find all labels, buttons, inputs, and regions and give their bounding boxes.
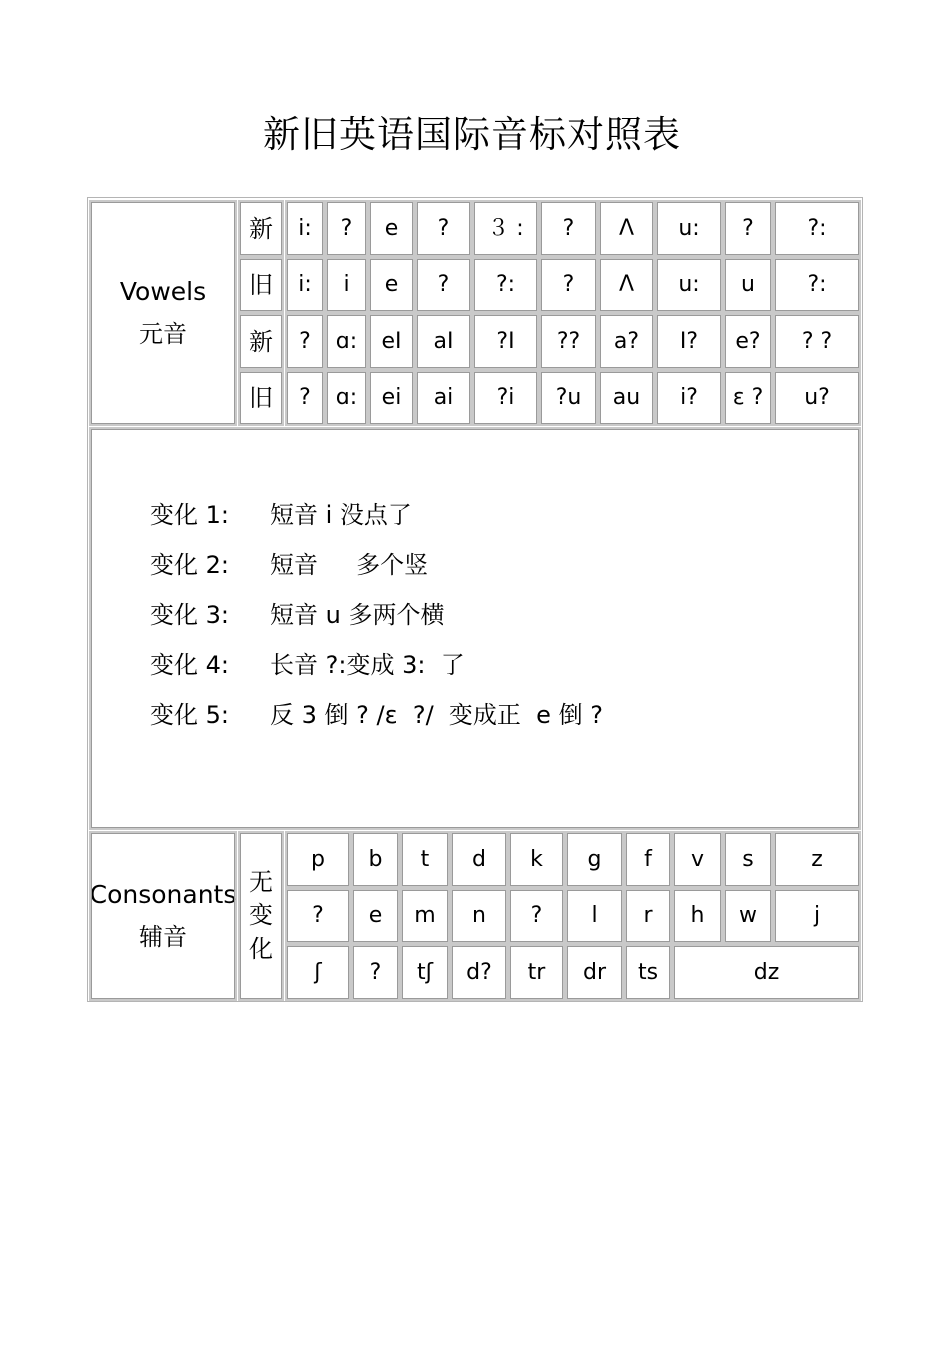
change-label: 变化 3: — [150, 601, 229, 629]
vowel-cell: ? — [325, 200, 368, 257]
vowels-label — [89, 200, 237, 426]
consonant-cell: r — [624, 888, 672, 944]
consonants-label-zh: 辅音 — [139, 922, 187, 951]
consonant-cell: ts — [624, 944, 672, 1001]
vowel-cell: ? — [723, 200, 773, 257]
vowel-cell: ɑ: — [325, 313, 368, 370]
vowel-cell: Λ — [598, 200, 655, 257]
consonant-cell: j — [773, 888, 861, 944]
consonant-cell: p — [285, 831, 351, 888]
vowel-cell: eI — [368, 313, 415, 370]
consonants-label-en: Consonants — [89, 880, 237, 910]
vowel-cell: ?: — [773, 257, 861, 313]
vowel-cell: Λ — [598, 257, 655, 313]
consonants-label — [89, 831, 237, 1001]
consonant-cell: w — [723, 888, 773, 944]
change-item — [150, 695, 603, 730]
vowel-cell: i: — [285, 200, 325, 257]
vowel-cell: e? — [723, 313, 773, 370]
vowel-cell: ? — [285, 313, 325, 370]
change-item — [150, 545, 428, 580]
vowel-row-tag: 旧 — [238, 370, 284, 426]
consonant-cell: b — [351, 831, 400, 888]
consonant-cell: ? — [508, 888, 565, 944]
vowel-cell: u? — [773, 370, 861, 426]
page-title: 新旧英语国际音标对照表 — [263, 113, 681, 156]
consonant-cell: h — [672, 888, 723, 944]
vowels-label-zh: 元音 — [139, 319, 187, 348]
change-text: 短音 多个竖 — [270, 551, 429, 579]
consonant-cell: tʃ — [400, 944, 450, 1001]
vowel-cell: u: — [655, 257, 723, 313]
vowel-cell: ? ? — [773, 313, 861, 370]
consonant-cell: d — [450, 831, 508, 888]
vowel-cell: i: — [285, 257, 325, 313]
vowel-cell: u: — [655, 200, 723, 257]
change-item — [150, 495, 412, 530]
change-text: 短音 u 多两个横 — [270, 601, 445, 629]
vowel-cell: ? — [539, 200, 598, 257]
consonant-cell: f — [624, 831, 672, 888]
change-text: 短音 i 没点了 — [270, 501, 412, 529]
consonant-cell: s — [723, 831, 773, 888]
change-label: 变化 2: — [150, 551, 229, 579]
consonant-cell: k — [508, 831, 565, 888]
change-text: 反 3 倒 ? /ε ?/ 变成正 e 倒 ? — [270, 701, 603, 729]
vowel-cell: ai — [415, 370, 472, 426]
consonant-cell: l — [565, 888, 624, 944]
change-item — [150, 645, 465, 680]
vowel-cell: ３ : — [472, 200, 539, 257]
vowel-row-tag: 新 — [238, 200, 284, 257]
consonant-cell: ? — [351, 944, 400, 1001]
consonant-cell: ? — [285, 888, 351, 944]
vowel-row-tag: 新 — [238, 313, 284, 370]
vowel-cell: ?? — [539, 313, 598, 370]
vowel-cell: ? — [285, 370, 325, 426]
consonant-cell: dr — [565, 944, 624, 1001]
consonant-cell: g — [565, 831, 624, 888]
vowel-cell: ?u — [539, 370, 598, 426]
consonants-tag-char: 无 — [249, 867, 273, 896]
vowel-cell: e — [368, 200, 415, 257]
vowel-cell: ?: — [773, 200, 861, 257]
vowel-row-tag: 旧 — [238, 257, 284, 313]
vowel-cell: I? — [655, 313, 723, 370]
consonants-tag-char: 化 — [249, 934, 273, 963]
vowel-cell: ? — [415, 257, 472, 313]
vowel-cell: ?: — [472, 257, 539, 313]
change-text: 长音 ?:变成 3: 了 — [270, 651, 465, 679]
consonant-cell: ʃ — [285, 944, 351, 1001]
vowel-cell: a? — [598, 313, 655, 370]
vowel-cell: aI — [415, 313, 472, 370]
vowel-cell: au — [598, 370, 655, 426]
vowel-cell: ɑ: — [325, 370, 368, 426]
consonant-cell: tr — [508, 944, 565, 1001]
consonants-tag — [238, 831, 284, 1001]
change-label: 变化 5: — [150, 701, 229, 729]
consonant-cell: dz — [672, 944, 861, 1001]
change-label: 变化 1: — [150, 501, 229, 529]
consonant-cell: d? — [450, 944, 508, 1001]
vowels-label-en: Vowels — [119, 277, 207, 307]
consonant-cell: m — [400, 888, 450, 944]
vowel-cell: i? — [655, 370, 723, 426]
change-label: 变化 4: — [150, 651, 229, 679]
vowel-cell: u — [723, 257, 773, 313]
change-item — [150, 595, 444, 630]
consonant-cell: n — [450, 888, 508, 944]
consonant-cell: v — [672, 831, 723, 888]
vowel-cell: ? — [539, 257, 598, 313]
vowel-cell: ? — [415, 200, 472, 257]
vowel-cell: i — [325, 257, 368, 313]
consonant-cell: e — [351, 888, 400, 944]
vowel-cell: ?I — [472, 313, 539, 370]
consonants-tag-char: 变 — [249, 901, 273, 930]
consonant-cell: t — [400, 831, 450, 888]
consonant-cell: z — [773, 831, 861, 888]
vowel-cell: ei — [368, 370, 415, 426]
vowel-cell: ε ? — [723, 370, 773, 426]
vowel-cell: e — [368, 257, 415, 313]
vowel-cell: ?i — [472, 370, 539, 426]
